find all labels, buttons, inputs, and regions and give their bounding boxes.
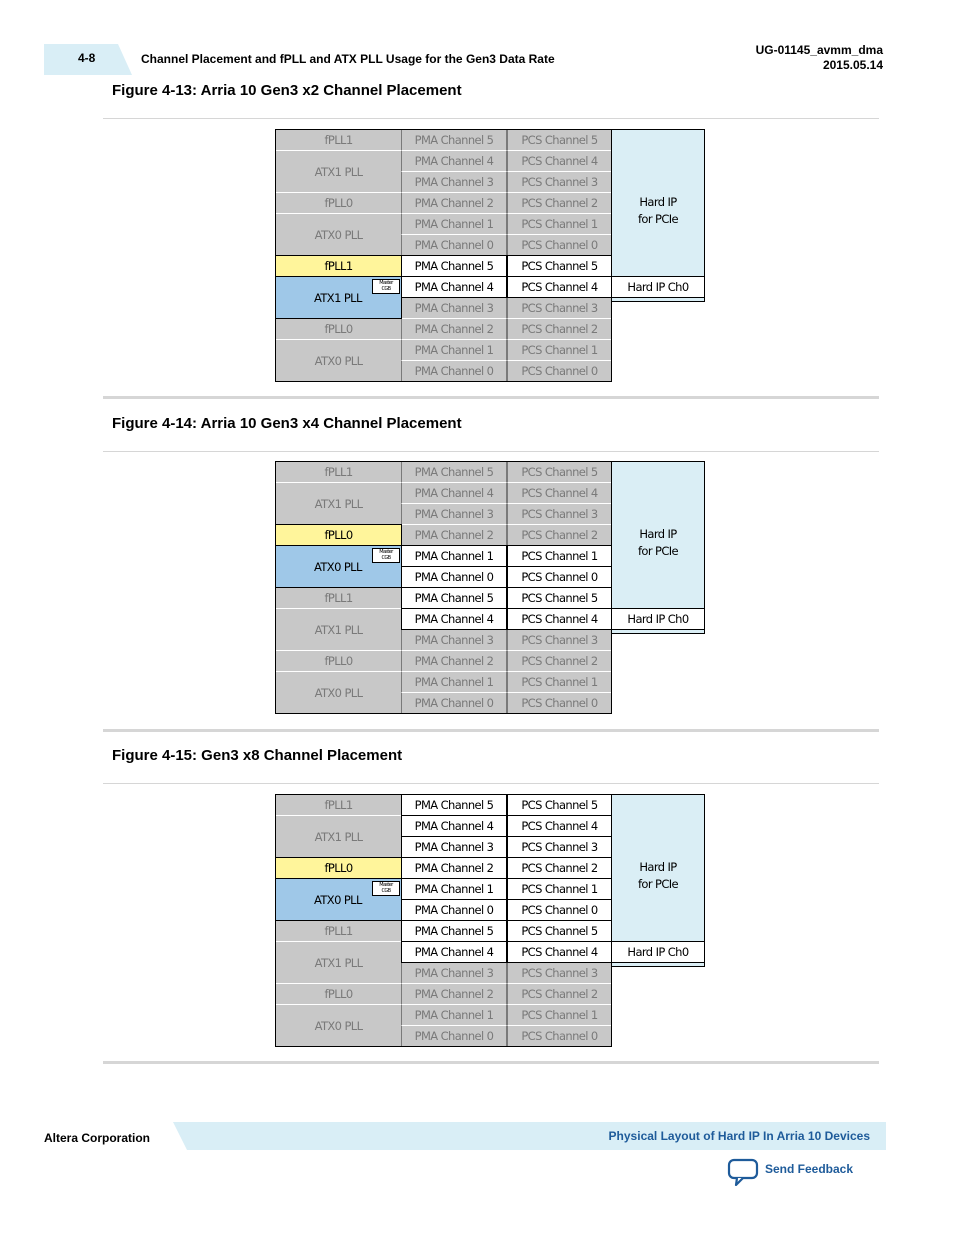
pcs-channel-cell: PCS Channel 2 [507,983,612,1005]
channel-placement-diagram [275,461,707,714]
pcs-channel-cell: PCS Channel 5 [507,129,612,151]
pma-channel-cell: PMA Channel 0 [401,566,507,588]
pcs-channel-cell: PCS Channel 5 [507,920,612,942]
hard-ip-line1: Hard IP [639,195,677,209]
figure-title: Figure 4-13: Arria 10 Gen3 x2 Channel Placement [112,82,462,99]
cgb-line2: CGB [381,286,391,292]
pma-channel-cell: PMA Channel 4 [401,608,507,630]
pcs-channel-cell: PCS Channel 2 [507,192,612,214]
pcs-channel-cell: PCS Channel 3 [507,171,612,193]
figure-end-rule [103,396,879,399]
doc-id-text: UG-01145_avmm_dma [755,43,883,57]
pma-channel-cell: PMA Channel 3 [401,171,507,193]
pcs-channel-cell: PCS Channel 3 [507,962,612,984]
pma-channel-cell: PMA Channel 3 [401,297,507,319]
pma-channel-cell: PMA Channel 5 [401,255,507,277]
pcs-channel-cell: PCS Channel 4 [507,150,612,172]
pcs-channel-cell: PCS Channel 0 [507,234,612,256]
pma-channel-cell: PMA Channel 1 [401,339,507,361]
pll-cell: fPLL1 [275,129,402,151]
pma-channel-cell: PMA Channel 1 [401,878,507,900]
pma-channel-cell: PMA Channel 1 [401,1004,507,1026]
pcs-channel-cell: PCS Channel 3 [507,629,612,651]
pll-cell: fPLL1 [275,920,402,942]
pma-channel-cell: PMA Channel 3 [401,629,507,651]
pll-cell: fPLL1 [275,255,402,277]
master-cgb-block [372,881,400,896]
pma-channel-cell: PMA Channel 4 [401,150,507,172]
pcs-channel-cell: PCS Channel 4 [507,941,612,963]
pcs-channel-cell: PCS Channel 0 [507,692,612,714]
cgb-line2: CGB [381,555,391,561]
pcs-channel-cell: PCS Channel 1 [507,339,612,361]
pma-channel-cell: PMA Channel 5 [401,794,507,816]
hard-ip-ch0-block: Hard IP Ch0 [611,608,705,630]
pcs-channel-cell: PCS Channel 1 [507,1004,612,1026]
figure-end-rule [103,1061,879,1064]
hard-ip-line1: Hard IP [639,527,677,541]
pcs-channel-cell: PCS Channel 0 [507,566,612,588]
send-feedback-link[interactable]: Send Feedback [765,1162,854,1176]
pll-cell: fPLL0 [275,192,402,214]
channel-placement-diagram [275,129,707,382]
page-number: 4-8 [78,51,96,65]
figure-rule [103,118,879,119]
pma-channel-cell: PMA Channel 5 [401,461,507,483]
hard-ip-line1: Hard IP [639,860,677,874]
footer-section-link[interactable]: Physical Layout of Hard IP In Arria 10 Devices [608,1129,870,1143]
pma-channel-cell: PMA Channel 0 [401,360,507,382]
doc-date: 2015.05.14 [822,58,883,72]
pma-channel-cell: PMA Channel 4 [401,482,507,504]
pll-cell: fPLL0 [275,857,402,879]
cgb-line2: CGB [381,888,391,894]
pma-channel-cell: PMA Channel 3 [401,962,507,984]
section-header-title: Channel Placement and fPLL and ATX PLL Usage for the Gen3 Data Rate [141,52,555,66]
pcs-channel-cell: PCS Channel 1 [507,878,612,900]
pma-channel-cell: PMA Channel 2 [401,192,507,214]
pma-channel-cell: PMA Channel 3 [401,503,507,525]
figure-title: Figure 4-15: Gen3 x8 Channel Placement [112,747,403,764]
pcs-channel-cell: PCS Channel 5 [507,794,612,816]
pma-channel-cell: PMA Channel 2 [401,983,507,1005]
pll-cell: fPLL1 [275,461,402,483]
pma-channel-cell: PMA Channel 1 [401,545,507,567]
pma-channel-cell: PMA Channel 1 [401,671,507,693]
pcs-channel-cell: PCS Channel 4 [507,276,612,298]
pcs-channel-cell: PCS Channel 2 [507,318,612,340]
pll-cell: ATX0 PLL Master CGB [275,545,402,588]
pcs-channel-cell: PCS Channel 5 [507,255,612,277]
pma-channel-cell: PMA Channel 0 [401,692,507,714]
pll-cell: ATX0 PLL Master CGB [275,878,402,921]
pma-channel-cell: PMA Channel 0 [401,899,507,921]
pll-cell: fPLL1 [275,587,402,609]
pll-cell: ATX1 PLL [275,941,402,984]
master-cgb-block [372,279,400,294]
pcs-channel-cell: PCS Channel 3 [507,297,612,319]
pll-cell: fPLL0 [275,524,402,546]
cgb-line1: Master [379,882,393,888]
pcs-channel-cell: PCS Channel 0 [507,360,612,382]
footer-company: Altera Corporation [44,1131,151,1145]
pcs-channel-cell: PCS Channel 3 [507,836,612,858]
pcs-channel-cell: PCS Channel 4 [507,482,612,504]
pll-cell: ATX0 PLL [275,671,402,714]
figure-end-rule [103,729,879,732]
speech-bubble-icon[interactable] [727,1158,759,1186]
channel-placement-diagram [275,794,707,1047]
pma-channel-cell: PMA Channel 4 [401,815,507,837]
document-id [756,43,883,73]
pcs-channel-cell: PCS Channel 0 [507,1025,612,1047]
pcs-channel-cell: PCS Channel 4 [507,608,612,630]
pcs-channel-cell: PCS Channel 5 [507,587,612,609]
hard-ip-ch0-block: Hard IP Ch0 [611,276,705,298]
pll-cell: ATX1 PLL [275,608,402,651]
pma-channel-cell: PMA Channel 4 [401,941,507,963]
pll-cell: fPLL0 [275,650,402,672]
pcs-channel-cell: PCS Channel 1 [507,545,612,567]
pma-channel-cell: PMA Channel 5 [401,129,507,151]
figure-title: Figure 4-14: Arria 10 Gen3 x4 Channel Placement [112,415,462,432]
pll-cell: fPLL1 [275,794,402,816]
pll-cell: ATX0 PLL [275,213,402,256]
cgb-line1: Master [379,280,393,286]
hard-ip-line2: for PCIe [637,212,679,226]
pcs-channel-cell: PCS Channel 1 [507,213,612,235]
pll-cell: ATX1 PLL [275,482,402,525]
pcs-channel-cell: PCS Channel 4 [507,815,612,837]
pcs-channel-cell: PCS Channel 0 [507,899,612,921]
pma-channel-cell: PMA Channel 2 [401,650,507,672]
hard-ip-line2: for PCIe [637,544,679,558]
pma-channel-cell: PMA Channel 0 [401,234,507,256]
pma-channel-cell: PMA Channel 1 [401,213,507,235]
pcs-channel-cell: PCS Channel 3 [507,503,612,525]
pma-channel-cell: PMA Channel 2 [401,524,507,546]
pll-cell: ATX0 PLL [275,1004,402,1047]
figure-rule [103,783,879,784]
pll-cell: ATX1 PLL Master CGB [275,276,402,319]
cgb-line1: Master [379,549,393,555]
figure-rule [103,451,879,452]
pcs-channel-cell: PCS Channel 5 [507,461,612,483]
pll-cell: fPLL0 [275,318,402,340]
pcs-channel-cell: PCS Channel 1 [507,671,612,693]
pma-channel-cell: PMA Channel 5 [401,920,507,942]
pll-cell: ATX1 PLL [275,150,402,193]
pma-channel-cell: PMA Channel 4 [401,276,507,298]
pcs-channel-cell: PCS Channel 2 [507,650,612,672]
master-cgb-block [372,548,400,563]
pll-cell: fPLL0 [275,983,402,1005]
pcs-channel-cell: PCS Channel 2 [507,857,612,879]
pll-cell: ATX1 PLL [275,815,402,858]
hard-ip-line2: for PCIe [637,877,679,891]
pll-cell: ATX0 PLL [275,339,402,382]
pma-channel-cell: PMA Channel 0 [401,1025,507,1047]
pma-channel-cell: PMA Channel 5 [401,587,507,609]
pma-channel-cell: PMA Channel 3 [401,836,507,858]
pma-channel-cell: PMA Channel 2 [401,857,507,879]
hard-ip-ch0-block: Hard IP Ch0 [611,941,705,963]
pcs-channel-cell: PCS Channel 2 [507,524,612,546]
pma-channel-cell: PMA Channel 2 [401,318,507,340]
